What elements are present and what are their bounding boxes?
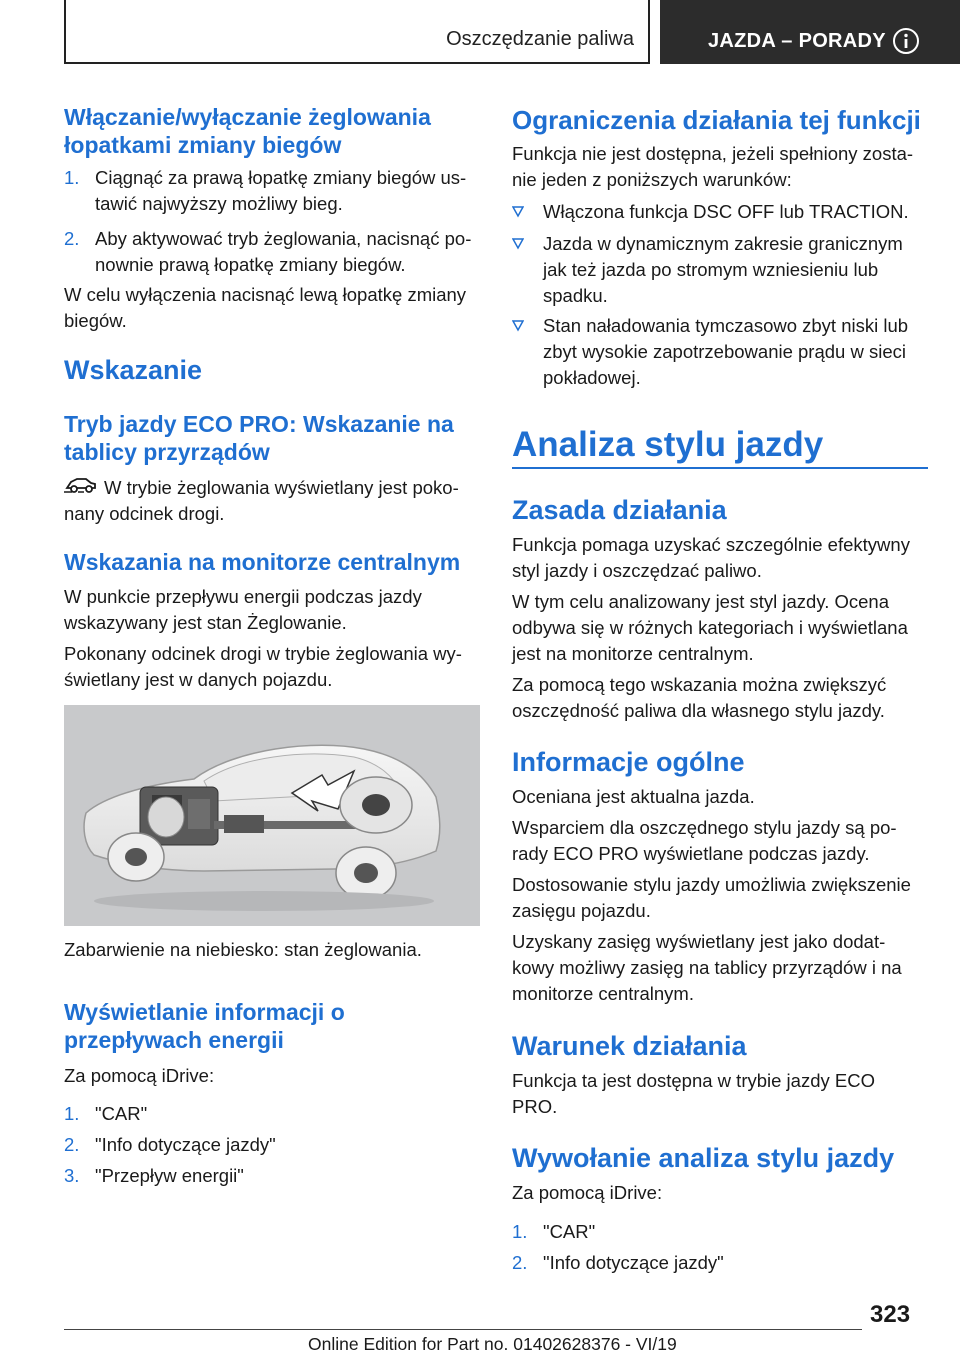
triangle-bullet-icon [512,320,524,332]
paragraph-condition: Funkcja ta jest dostępna w trybie jazdy ECO PRO. [512,1070,875,1117]
section-divider [512,467,928,469]
heading-eco-cluster: Tryb jazdy ECO PRO: Wskazanie na tablicy przyrządów [64,411,454,465]
energy-intro: Za pomocą iDrive: [64,1065,215,1086]
header-section-title: Oszczędzanie paliwa [446,28,634,50]
paragraph-general-1: Oceniana jest aktualna jazda. [512,786,755,807]
car-drivetrain-figure [64,705,480,926]
footer-edition: Online Edition for Part no. 01402628376 - VI/19 [308,1334,677,1354]
heading-general-info: Informacje ogólne [512,747,745,777]
paragraph-general-3: Dostosowanie stylu jazdy umożliwia zwiększenie zasięgu pojazdu. [512,874,911,921]
paragraph-central-1: W punkcie przepływu energii podczas jazdy wskazywany jest stan Żeglowanie. [64,586,422,633]
paragraph-central-2: Pokonany odcinek drogi w trybie żeglowania wy- świetlany jest w danych pojazdu. [64,643,462,690]
figure-caption: Zabarwienie na niebiesko: stan żeglowania. [64,939,422,960]
heading-principle: Zasada działania [512,495,727,525]
header-section-box [64,0,650,64]
paragraph-principle-1: Funkcja pomaga uzyskać szczególnie efektywny styl jazdy i oszczędzać paliwo. [512,534,910,581]
paragraph-principle-3: Za pomocą tego wskazania można zwiększyć oszczędność paliwa dla własnego stylu jazdy. [512,674,887,721]
heading-display: Wskazanie [64,355,203,385]
heading-energy-flow: Wyświetlanie informacji o przepływach energii [64,999,345,1053]
heading-driving-style-analysis: Analiza stylu jazdy [512,425,824,464]
call-intro: Za pomocą iDrive: [512,1182,663,1203]
heading-call-analysis: Wywołanie analiza stylu jazdy [512,1143,895,1173]
heading-condition: Warunek działania [512,1031,747,1061]
paragraph-limits-intro: Funkcja nie jest dostępna, jeżeli spełniony zosta- nie jeden z poniższych warunków: [512,143,914,190]
triangle-bullet-icon [512,238,524,250]
header-chapter-title: JAZDA – PORADY [708,30,886,52]
paragraph-general-4: Uzyskany zasięg wyświetlany jest jako dodat- kowy możliwy zasięg na tablicy przyrządów i na monitorze centralnym. [512,931,902,1004]
heading-limits: Ograniczenia działania tej funkcji [512,105,921,135]
header-chapter-box [660,0,960,64]
footer-divider [64,1329,862,1330]
paragraph-general-2: Wsparciem dla oszczędnego stylu jazdy są po- rady ECO PRO wyświetlane podczas jazdy. [512,817,897,864]
triangle-bullet-icon [512,206,524,218]
heading-central-monitor: Wskazania na monitorze centralnym [64,549,461,575]
paragraph-deactivate: W celu wyłączenia nacisnąć lewą łopatkę zmiany biegów. [64,284,467,331]
heading-sailing-paddles: Włączanie/wyłączanie żeglowania łopatkami zmiany biegów [64,104,431,158]
info-icon [892,27,920,55]
page-number: 323 [870,1301,911,1328]
car-illustration [64,705,480,926]
paragraph-principle-2: W tym celu analizowany jest styl jazdy. Ocena odbywa się w różnych kategoriach i wyświetlana jest na monitorze centralnym. [512,591,908,664]
paragraph-eco-cluster: W trybie żeglowania wyświetlany jest poko- nany odcinek drogi. [64,477,459,524]
